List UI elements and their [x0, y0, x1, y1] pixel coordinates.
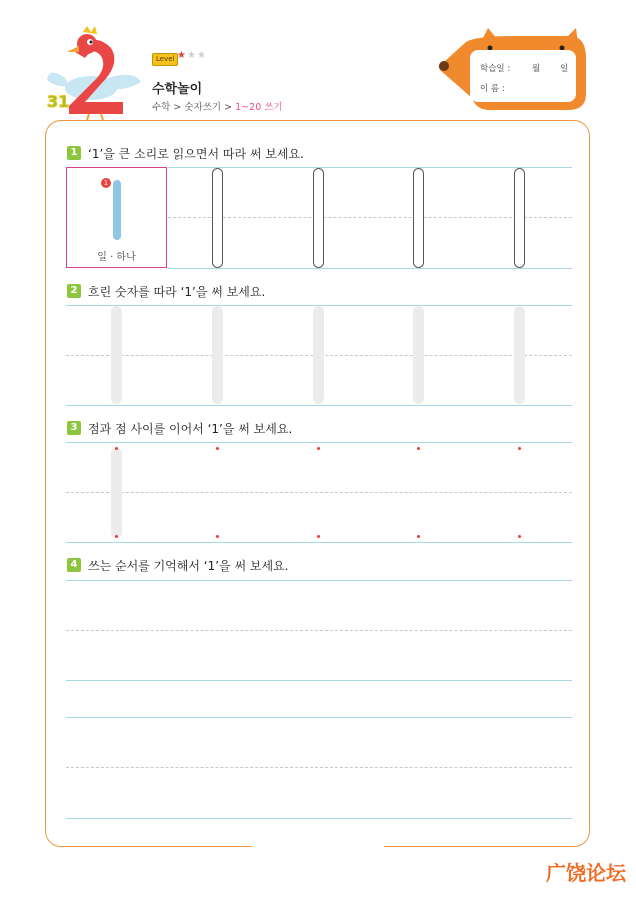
breadcrumb-item: 숫자쓰기 — [184, 102, 222, 113]
start-dot — [518, 447, 521, 450]
frame-gap — [252, 840, 384, 852]
trace-outline-slot[interactable] — [413, 168, 424, 268]
start-dot — [115, 447, 118, 450]
page-title: 수학놀이 — [152, 82, 203, 97]
faint-digit-slot[interactable] — [111, 448, 122, 538]
end-dot — [216, 535, 219, 538]
example-box — [66, 167, 167, 268]
example-caption: 일 · 하나 — [97, 252, 136, 263]
month-label: 월 — [532, 64, 541, 74]
trace-outline-slot[interactable] — [212, 168, 223, 268]
faint-digit-slot[interactable] — [313, 306, 324, 404]
free-writing-area[interactable] — [66, 718, 572, 817]
guide-line — [66, 818, 572, 819]
guide-line — [66, 542, 572, 543]
start-dot — [317, 447, 320, 450]
breadcrumb-separator: > — [173, 102, 182, 113]
trace-outline-slot[interactable] — [514, 168, 525, 268]
faint-digit-slot[interactable] — [514, 306, 525, 404]
breadcrumb-current: 1~20 쓰기 — [235, 102, 283, 113]
breadcrumb — [152, 99, 283, 113]
page-number-badge: 31 — [47, 92, 70, 111]
section-instruction-1: ‘1’을 큰 소리로 읽으면서 따라 써 보세요. — [88, 147, 304, 161]
start-dot — [216, 447, 219, 450]
guide-line — [66, 680, 572, 681]
name-label: 이 름 : — [480, 84, 505, 94]
section-number-3: 3 — [67, 421, 81, 435]
student-info-card — [470, 50, 576, 102]
end-dot — [115, 535, 118, 538]
end-dot — [317, 535, 320, 538]
section-instruction-4: 쓰는 순서를 기억해서 ‘1’을 써 보세요. — [88, 559, 289, 573]
star-empty-icon: ★ — [186, 50, 197, 61]
section-number-2: 2 — [67, 284, 81, 298]
section-instruction-2: 흐린 숫자를 따라 ‘1’을 써 보세요. — [88, 285, 266, 299]
star-empty-icon: ★ — [196, 50, 207, 61]
faint-digit-slot[interactable] — [413, 306, 424, 404]
star-filled-icon: ★ — [177, 50, 187, 61]
trace-outline-slot[interactable] — [313, 168, 324, 268]
guide-line — [66, 405, 572, 406]
day-label: 일 — [560, 64, 569, 74]
guide-line — [168, 167, 572, 168]
end-dot — [518, 535, 521, 538]
section-number-4: 4 — [67, 558, 81, 572]
free-writing-area[interactable] — [66, 581, 572, 680]
faint-digit-slot[interactable] — [212, 306, 223, 404]
guide-line — [66, 442, 572, 443]
level-badge: Level — [152, 53, 178, 66]
section-number-1: 1 — [67, 146, 81, 160]
example-digit-stroke — [113, 180, 121, 240]
stroke-order-number: 1 — [101, 178, 111, 188]
guide-dashed-line — [168, 217, 572, 218]
breadcrumb-item: 수학 — [152, 102, 171, 113]
start-dot — [417, 447, 420, 450]
breadcrumb-separator: > — [224, 102, 233, 113]
date-label: 학습일 : — [480, 64, 511, 74]
level-stars — [177, 50, 207, 61]
end-dot — [417, 535, 420, 538]
guide-line — [168, 268, 572, 269]
guide-dashed-line — [66, 492, 572, 493]
watermark-logo: 广饶论坛 — [546, 861, 626, 885]
faint-digit-slot[interactable] — [111, 306, 122, 404]
section-instruction-3: 점과 점 사이를 이어서 ‘1’을 써 보세요. — [88, 422, 293, 436]
